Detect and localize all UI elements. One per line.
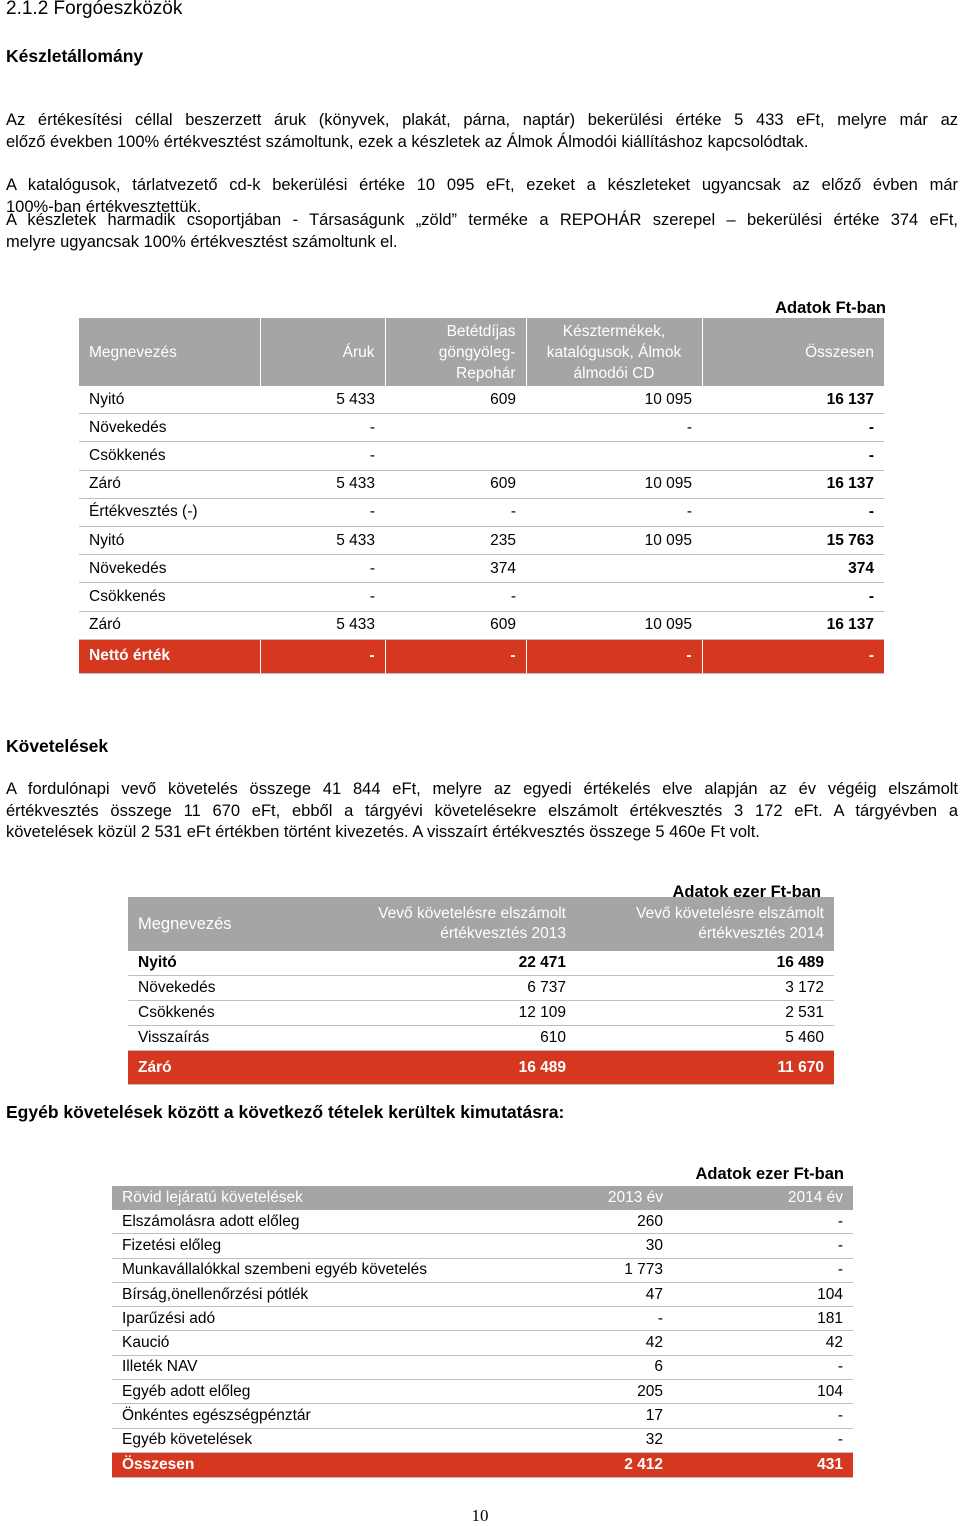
table-cell: - — [673, 1210, 853, 1234]
section-title: 2.1.2 Forgóeszközök — [6, 0, 183, 19]
table-cell: - — [385, 639, 526, 673]
table-cell: Növekedés — [79, 555, 260, 583]
table-row — [79, 470, 884, 498]
inventory-table — [79, 318, 884, 674]
table-cell: 5 433 — [260, 470, 385, 498]
table-cell: 235 — [385, 526, 526, 554]
paragraph-line: követelések közül 2 531 eFt értékben történt kivezetés. A visszaírt értékvesztés összege 5 460e Ft volt. — [6, 823, 760, 841]
table-row — [112, 1307, 853, 1331]
table-cell: - — [702, 639, 884, 673]
table-cell: - — [526, 498, 702, 526]
table-cell: Csökkenés — [128, 1001, 345, 1026]
table-cell: Fizetési előleg — [112, 1234, 497, 1258]
receivables-paragraph — [6, 779, 958, 844]
table-cell: Egyéb követelések — [112, 1428, 497, 1452]
table-cell: Kaució — [112, 1331, 497, 1355]
table-total-row — [128, 1051, 834, 1085]
table-cell: 5 433 — [260, 611, 385, 639]
table-cell: 42 — [497, 1331, 673, 1355]
inventory-heading: Készletállomány — [6, 46, 144, 66]
table-cell: 104 — [673, 1282, 853, 1306]
table-cell: - — [260, 583, 385, 611]
paragraph-line: melyre ugyancsak 100% értékvesztést számoltunk el. — [6, 232, 398, 251]
table-cell: 2 531 — [576, 1001, 834, 1026]
header-cell: Összesen — [805, 343, 874, 361]
table-cell: Záró — [79, 470, 260, 498]
table-cell: 42 — [673, 1331, 853, 1355]
table-row — [79, 414, 884, 442]
table-cell: - — [260, 414, 385, 442]
other-receivables-heading: Egyéb követelések között a következő tételek kerültek kimutatásra: — [6, 1102, 565, 1122]
table-cell: - — [497, 1307, 673, 1331]
header-cell: Rövid lejáratú követelések — [122, 1189, 303, 1206]
receivables-table — [128, 897, 834, 1085]
header-cell: Megnevezés — [138, 915, 232, 933]
table-cell: 10 095 — [526, 470, 702, 498]
table-row — [79, 498, 884, 526]
inventory-table-header — [79, 318, 884, 386]
table-cell: Növekedés — [128, 976, 345, 1001]
table-cell: Csökkenés — [79, 583, 260, 611]
paragraph-line: előző években 100% értékvesztést számoltunk, ezek a készletek az Álmok Álmodói kiállításhoz kapcsolódtak. — [6, 132, 809, 151]
table-cell: 610 — [345, 1026, 576, 1051]
table-cell: Visszaírás — [128, 1026, 345, 1051]
table-cell: Illeték NAV — [112, 1355, 497, 1379]
table-row — [128, 1026, 834, 1051]
receivables-units-note: Adatok ezer Ft-ban — [672, 883, 821, 901]
page-number: 10 — [471, 1506, 489, 1525]
table-cell: 32 — [497, 1428, 673, 1452]
table-cell: 609 — [385, 470, 526, 498]
table-cell: Iparűzési adó — [112, 1307, 497, 1331]
table-cell: Nettó érték — [79, 639, 260, 673]
table-cell: 609 — [385, 386, 526, 414]
table-row — [79, 611, 884, 639]
table-cell: 10 095 — [526, 526, 702, 554]
table-cell: - — [673, 1234, 853, 1258]
table-row — [112, 1331, 853, 1355]
table-cell: - — [526, 639, 702, 673]
table-cell: 16 489 — [576, 951, 834, 976]
table-cell: 12 109 — [345, 1001, 576, 1026]
table-cell: Egyéb adott előleg — [112, 1380, 497, 1404]
header-cell: Vevő követelésre elszámolt értékvesztés 2014 — [636, 905, 824, 942]
table-row — [128, 951, 834, 976]
table-row — [128, 976, 834, 1001]
paragraph-line: értékvesztés összege 11 670 eFt, ebből a tárgyévi követelésekre elszámolt értékvesztés 3 172 eFt. A tárgyévben a — [6, 801, 958, 820]
inventory-units-note: Adatok Ft-ban — [775, 299, 886, 317]
table-cell: - — [673, 1258, 853, 1282]
table-cell: Záró — [128, 1051, 345, 1085]
table-row — [112, 1282, 853, 1306]
table-cell: - — [702, 442, 884, 470]
table-cell: 15 763 — [702, 526, 884, 554]
inventory-paragraph-1 — [6, 110, 958, 153]
table-cell: - — [260, 442, 385, 470]
table-cell: - — [673, 1404, 853, 1428]
header-cell: Vevő követelésre elszámolt értékvesztés 2013 — [378, 905, 566, 942]
table-cell: 609 — [385, 611, 526, 639]
table-cell: 374 — [385, 555, 526, 583]
table-cell: 1 773 — [497, 1258, 673, 1282]
other-receivables-table-header — [112, 1186, 853, 1210]
table-row — [128, 1001, 834, 1026]
header-cell: 2013 év — [607, 1189, 663, 1206]
table-cell: 5 433 — [260, 526, 385, 554]
table-cell: Értékvesztés (-) — [79, 498, 260, 526]
table-cell: 10 095 — [526, 386, 702, 414]
table-cell — [526, 555, 702, 583]
table-cell: 16 137 — [702, 470, 884, 498]
table-total-row — [112, 1452, 853, 1477]
table-cell: 5 460 — [576, 1026, 834, 1051]
table-cell: 10 095 — [526, 611, 702, 639]
table-cell — [385, 442, 526, 470]
table-row — [112, 1258, 853, 1282]
table-cell: 11 670 — [576, 1051, 834, 1085]
table-cell: - — [702, 414, 884, 442]
header-cell: Áruk — [260, 318, 385, 386]
table-cell: Elszámolásra adott előleg — [112, 1210, 497, 1234]
table-cell: Nyitó — [79, 386, 260, 414]
table-cell: - — [260, 498, 385, 526]
inventory-paragraph-3-text — [6, 210, 958, 253]
table-cell: 181 — [673, 1307, 853, 1331]
table-cell: - — [702, 498, 884, 526]
table-cell: Önkéntes egészségpénztár — [112, 1404, 497, 1428]
table-cell: - — [673, 1428, 853, 1452]
table-row — [79, 583, 884, 611]
table-cell: - — [385, 498, 526, 526]
table-cell: - — [673, 1355, 853, 1379]
table-cell: - — [385, 583, 526, 611]
table-cell: 374 — [702, 555, 884, 583]
table-cell: 16 137 — [702, 611, 884, 639]
table-cell: - — [260, 639, 385, 673]
table-cell: 16 137 — [702, 386, 884, 414]
table-row — [112, 1234, 853, 1258]
table-row — [79, 442, 884, 470]
table-cell: 3 172 — [576, 976, 834, 1001]
table-cell: Nyitó — [79, 526, 260, 554]
table-cell — [526, 442, 702, 470]
table-row — [112, 1428, 853, 1452]
table-row — [112, 1210, 853, 1234]
header-cell: 2014 év — [787, 1189, 843, 1206]
table-cell: 5 433 — [260, 386, 385, 414]
table-row — [79, 555, 884, 583]
receivables-table-header — [128, 897, 834, 951]
paragraph-line: 100%-ban értékvesztettük. — [6, 197, 202, 216]
table-cell: 104 — [673, 1380, 853, 1404]
table-cell: Záró — [79, 611, 260, 639]
table-cell: 47 — [497, 1282, 673, 1306]
paragraph-line: A katalógusok, tárlatvezető cd-k bekerülési értéke 10 095 eFt, ezeket a készleteket ugyancsak az előző évben már — [6, 176, 958, 194]
table-cell: Növekedés — [79, 414, 260, 442]
table-cell: Összesen — [112, 1452, 497, 1477]
table-total-row — [79, 639, 884, 673]
receivables-heading: Követelések — [6, 736, 109, 756]
paragraph-line: A készletek harmadik csoportjában - Társaságunk „zöld” terméke a REPOHÁR szerepel – bekerülési értéke 374 eFt, — [6, 211, 958, 229]
paragraph-line: Az értékesítési céllal beszerzett áruk (könyvek, plakát, párna, naptár) bekerülési értéke 5 433 eFt, melyre már az — [6, 111, 958, 129]
table-row — [79, 526, 884, 554]
table-cell — [385, 414, 526, 442]
table-cell: 17 — [497, 1404, 673, 1428]
table-row — [112, 1380, 853, 1404]
paragraph-line: A fordulónapi vevő követelés összege 41 844 eFt, melyre az egyedi értékelés elve alapján az év végéig elszámolt — [6, 780, 958, 798]
header-cell: Betétdíjas göngyöleg- Repohár — [385, 318, 526, 386]
table-cell: 6 — [497, 1355, 673, 1379]
table-cell: 30 — [497, 1234, 673, 1258]
table-cell: - — [260, 555, 385, 583]
other-receivables-units-note: Adatok ezer Ft-ban — [695, 1165, 844, 1183]
table-cell: 22 471 — [345, 951, 576, 976]
table-cell: Munkavállalókkal szembeni egyéb követelés — [112, 1258, 497, 1282]
other-receivables-table — [112, 1186, 853, 1478]
header-cell: Késztermékek, katalógusok, Álmok álmodói CD — [526, 318, 702, 386]
table-cell: Csökkenés — [79, 442, 260, 470]
table-cell: - — [526, 414, 702, 442]
table-row — [79, 386, 884, 414]
table-cell: 16 489 — [345, 1051, 576, 1085]
table-row — [112, 1404, 853, 1428]
table-cell: - — [702, 583, 884, 611]
table-cell: 6 737 — [345, 976, 576, 1001]
table-cell — [526, 583, 702, 611]
table-cell: 205 — [497, 1380, 673, 1404]
table-cell: 2 412 — [497, 1452, 673, 1477]
header-cell: Megnevezés — [79, 318, 260, 386]
table-cell: Nyitó — [128, 951, 345, 976]
table-row — [112, 1355, 853, 1379]
table-cell: 431 — [673, 1452, 853, 1477]
table-cell: Bírság,önellenőrzési pótlék — [112, 1282, 497, 1306]
table-cell: 260 — [497, 1210, 673, 1234]
